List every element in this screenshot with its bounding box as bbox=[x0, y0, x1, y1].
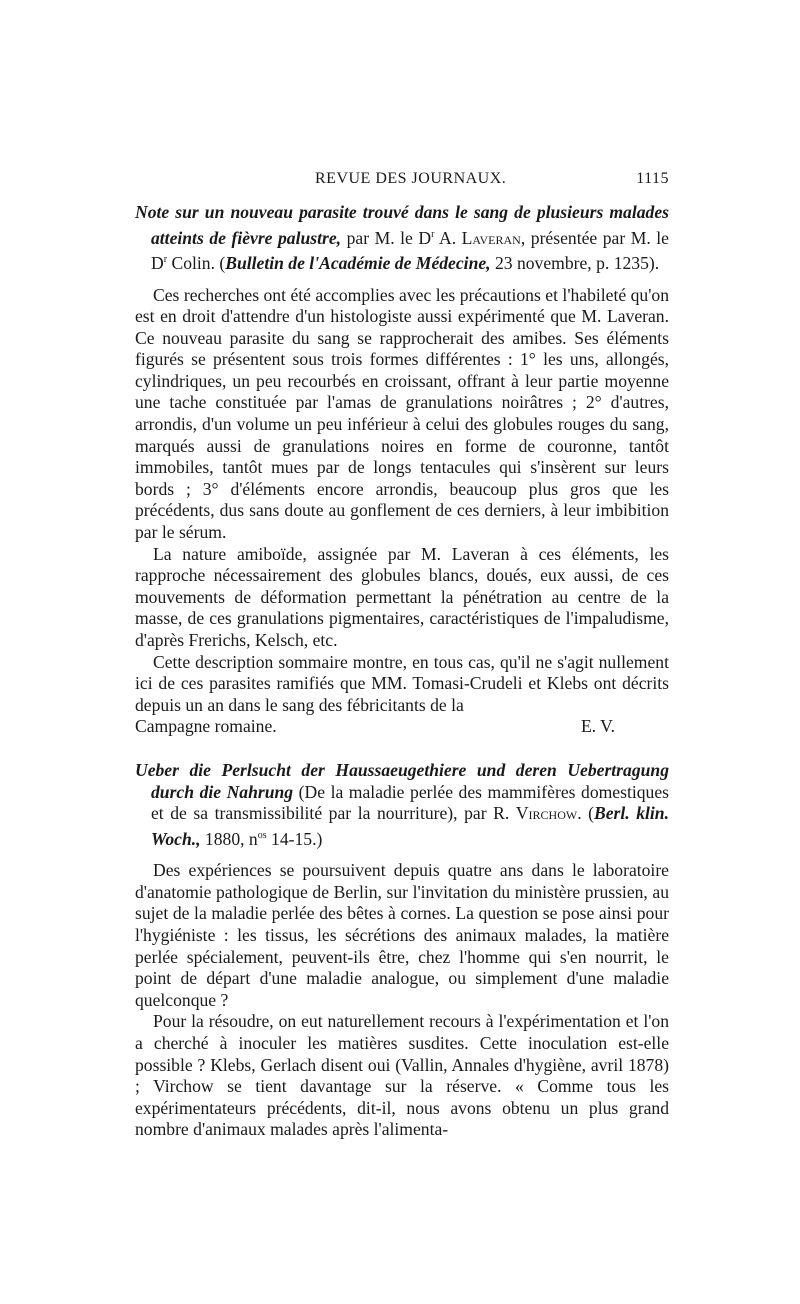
title-text: (De la maladie perlée des mammifères domestiques et de sa transmissibilité par la nourriture), par R. bbox=[151, 781, 669, 824]
title-text: 14-15.) bbox=[266, 828, 323, 849]
paragraph: Des expériences se poursuivent depuis quatre ans dans le laboratoire d'anatomie pathologique de Berlin, sur l'invitation du ministère prussien, au sujet de la maladie perlée des bêtes à cornes. La question se pose ainsi pour l'hygiéniste : les tissus, les sécrétions des animaux malades, la matière perlée spécialement, peuvent-ils être, chez l'homme qui s'en nourrit, le point de départ d'une maladie analogue, ou simplement d'une maladie quelconque ? bbox=[135, 860, 669, 1010]
article-title bbox=[135, 760, 669, 850]
author-name: Virchow bbox=[515, 803, 578, 824]
title-italic: Note sur un nouveau parasite trouvé dans le sang de plusieurs malades atteints de fièvre palustre, bbox=[135, 202, 669, 248]
title-text: A. bbox=[434, 227, 462, 248]
title-text: . ( bbox=[577, 803, 594, 824]
title-text: 23 novembre, p. 1235). bbox=[490, 252, 660, 273]
page-number: 1115 bbox=[636, 170, 669, 187]
journal-page bbox=[135, 170, 669, 1141]
article-virchow bbox=[135, 760, 669, 1141]
title-text: , présentée par M. le D bbox=[151, 227, 669, 273]
article-title bbox=[135, 202, 669, 275]
running-head bbox=[135, 170, 669, 200]
article-laveran bbox=[135, 202, 669, 738]
title-text: 1880, n bbox=[200, 828, 258, 849]
last-line: Campagne romaine. bbox=[135, 716, 277, 737]
author-name: Laveran bbox=[461, 227, 521, 248]
paragraph: Ces recherches ont été accomplies avec les précautions et l'habileté qu'on est en droit d'attendre d'un histologiste aussi expérimenté que M. Laveran. Ce nouveau parasite du sang se rapprocherait des amibes. Ses éléments figurés se présentent sous trois formes différentes : 1° les uns, allongés, cylindriques, un peu recourbés en croissant, offrant à leur partie moyenne une tache constituée par l'amas de granulations noirâtres ; 2° d'autres, arrondis, d'un volume un peu inférieur à celui des globules rouges du sang, marqués aussi de granulations noires en forme de couronne, tantôt immobiles, tantôt mues par de longs tentacules qui s'insèrent sur leurs bords ; 3° d'éléments encore arrondis, beaucoup plus gros que les précédents, dus sans doute au gonflement de ces derniers, à leur imbibition par le sérum. bbox=[135, 284, 669, 543]
source-italic: Bulletin de l'Académie de Médecine, bbox=[225, 252, 491, 273]
title-sup: os bbox=[257, 829, 267, 841]
source-italic: Berl. klin. Woch., bbox=[151, 803, 669, 849]
signature: E. V. bbox=[580, 716, 615, 737]
title-text: Colin. ( bbox=[167, 252, 226, 273]
paragraph: La nature amiboïde, assignée par M. Laveran à ces éléments, les rapproche nécessairement des globules blancs, doués, eux aussi, de ces mouvements de déformation permettant la pénétration au centre de la masse, de ces granulations pigmentaires, caractéristiques de l'impaludisme, d'après Frerichs, Kelsch, etc. bbox=[135, 543, 669, 650]
title-text: par M. le D bbox=[341, 227, 432, 248]
signature-line bbox=[135, 716, 669, 738]
title-sup: r bbox=[163, 254, 168, 266]
title-sup: r bbox=[431, 228, 435, 240]
paragraph: Cette description sommaire montre, en tous cas, qu'il ne s'agit nullement ici de ces parasites ramifiés que MM. Tomasi-Crudeli et Klebs ont décrits depuis un an dans le sang des fébricitants de la bbox=[135, 651, 669, 715]
running-head-title: REVUE DES JOURNAUX. bbox=[315, 170, 507, 187]
paragraph: Pour la résoudre, on eut naturellement recours à l'expérimentation et l'on a cherché à inoculer les matières susdites. Cette inoculation est-elle possible ? Klebs, Gerlach disent oui (Vallin, Annales d'hygiène, avril 1878) ; Virchow se tient davantage sur la réserve. « Comme tous les expérimentateurs précédents, dit-il, nous avons obtenu un plus grand nombre d'animaux malades après l'alimenta- bbox=[135, 1011, 669, 1140]
title-italic: Ueber die Perlsucht der Haussaeugethiere und deren Uebertragung durch die Nahrung bbox=[135, 759, 669, 802]
